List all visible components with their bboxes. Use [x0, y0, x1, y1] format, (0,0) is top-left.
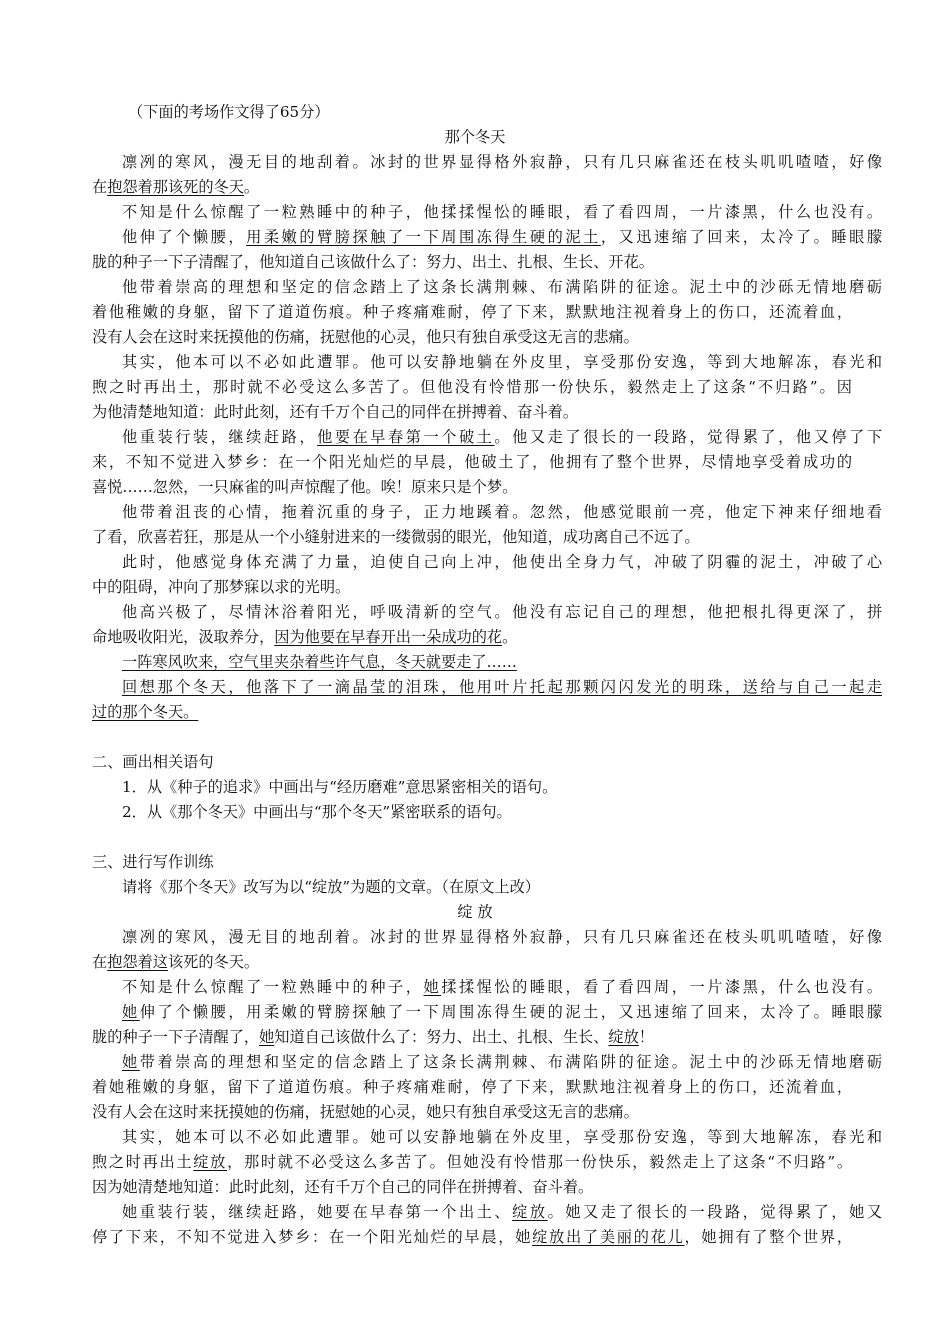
essay-line: 在抱怨着那该死的冬天。 — [92, 178, 260, 196]
rewrite-line: 停了下来，不知不觉进入梦乡：在一个阳光灿烂的早晨，她绽放出了美丽的花儿，她拥有了整个世界， — [92, 1228, 853, 1246]
rewrite-line: 凛冽的寒风，漫无目的地刮着。冰封的世界显得格外寂静，只有几只麻雀还在枝头叽叽喳喳，好像 — [122, 928, 882, 946]
essay-line: 命地吸收阳光，汲取养分，因为他要在早春开出一朵成功的花。 — [92, 628, 518, 646]
essay-line: 此时，他感觉身体充满了力量，迫使自己向上冲，他使出全身力气，冲破了阴霾的泥土，冲破了心 — [122, 553, 882, 571]
essay-line: 不知是什么惊醒了一粒熟睡中的种子，他揉揉惺忪的睡眼，看了看四周，一片漆黑，什么也没有。 — [122, 203, 882, 221]
essay-line: 他重装行装，继续赶路，他要在早春第一个破土。他又走了很长的一段路，觉得累了，他又停了下 — [122, 428, 883, 446]
underlined-phrase: 绽放 — [512, 1203, 548, 1221]
essay-line: 他高兴极了，尽情沐浴着阳光，呼吸清新的空气。他没有忘记自己的理想，他把根扎得更深了，拼 — [122, 603, 882, 621]
rewrite-line: 其实，她本可以不必如此遭罪。她可以安静地躺在外皮里，享受那份安逸，等到大地解冻，春光和 — [122, 1128, 882, 1146]
writing-instruction: 请将《那个冬天》改写为以“绽放”为题的文章。（在原文上改） — [122, 878, 540, 896]
underlined-phrase: 她 — [423, 978, 442, 996]
underlined-phrase: 她 — [122, 1003, 140, 1021]
essay-line: 一阵寒风吹来，空气里夹杂着些许气息，冬天就要走了…… — [122, 653, 517, 671]
underlined-phrase: 她 — [122, 1053, 140, 1071]
underlined-phrase: 绽放 — [608, 1028, 639, 1046]
question-item: 1．从《种子的追求》中画出与“经历磨难”意思紧密相关的语句。 — [122, 778, 558, 796]
essay-line: 过的那个冬天。 — [92, 703, 199, 721]
essay-line: 胧的种子一下子清醒了，他知道自己该做什么了：努力、出土、扎根、生长、开花。 — [92, 253, 654, 271]
essay-line: 来，不知不觉进入梦乡：在一个阳光灿烂的早晨，他破土了，他拥有了整个世界，尽情地享受着成功的 — [92, 453, 852, 471]
score-note: （下面的考场作文得了65分） — [128, 103, 330, 121]
rewrite-line: 她重装行装，继续赶路，她要在早春第一个出土、绽放。她又走了很长的一段路，觉得累了，她又 — [122, 1203, 883, 1221]
essay-line: 煦之时再出土，那时就不必受这么多苦了。但他没有怜惜那一份快乐，毅然走上了这条“不归路”。因 — [92, 378, 852, 396]
essay-line: 为他清楚地知道：此时此刻，还有千万个自己的同伴在拼搏着、奋斗着。 — [92, 403, 578, 421]
question-item: 2．从《那个冬天》中画出与“那个冬天”紧密联系的语句。 — [122, 803, 512, 821]
underlined-phrase: 用柔嫩的臂膀探触了一下周围冻得生硬的泥土 — [246, 228, 601, 246]
essay-line: 了看，欣喜若狂，那是从一个小缝射进来的一缕微弱的眼光，他知道，成功离自己不远了。 — [92, 528, 700, 546]
essay-line: 他伸了个懒腰，用柔嫩的臂膀探触了一下周围冻得生硬的泥土，又迅速缩了回来，太冷了。睡眼朦 — [122, 228, 883, 246]
underlined-phrase: 因为他要在早春开出一朵成功的花 — [274, 628, 503, 646]
rewrite-title: 绽 放 — [457, 903, 493, 921]
essay-line: 中的阻碍，冲向了那梦寐以求的光明。 — [92, 578, 351, 596]
rewrite-line: 没有人会在这时来抚摸她的伤痛，抚慰她的心灵，她只有独自承受这无言的悲痛。 — [92, 1103, 639, 1121]
rewrite-line: 在抱怨着这该死的冬天。 — [92, 953, 260, 971]
rewrite-line: 着她稚嫩的身躯，留下了道道伤痕。种子疼痛难耐，停了下来，默默地注视着身上的伤口，还流着血， — [92, 1078, 852, 1096]
essay-line: 他带着沮丧的心情，拖着沉重的身子，正力地蹊着。忽然，他感觉眼前一亮，他定下神来仔细地看 — [122, 503, 882, 521]
underlined-phrase: 她 — [259, 1028, 275, 1046]
essay-title: 那个冬天 — [444, 128, 506, 146]
underlined-phrase: 抱怨着那该死的冬天 — [107, 178, 244, 196]
section-heading: 三、进行写作训练 — [92, 853, 214, 871]
essay-line: 着他稚嫩的身躯，留下了道道伤痕。种子疼痛难耐，停了下来，默默地注视着身上的伤口，还流着血， — [92, 303, 852, 321]
essay-line: 凛冽的寒风，漫无目的地刮着。冰封的世界显得格外寂静，只有几只麻雀还在枝头叽叽喳喳，好像 — [122, 153, 882, 171]
essay-line: 其实，他本可以不必如此遭罪。他可以安静地躺在外皮里，享受那份安逸，等到大地解冻，春光和 — [122, 353, 882, 371]
underlined-phrase: 他要在早春第一个破土 — [317, 428, 495, 446]
essay-line: 他带着崇高的理想和坚定的信念踏上了这条长满荆棘、布满陷阱的征途。泥土中的沙砾无情地磨砺 — [122, 278, 882, 296]
essay-line: 回想那个冬天，他落下了一滴晶莹的泪珠，他用叶片托起那颗闪闪发光的明珠，送给与自己一起走 — [122, 678, 882, 696]
rewrite-line: 胧的种子一下子清醒了，她知道自己该做什么了：努力、出土、扎根、生长、绽放！ — [92, 1028, 654, 1046]
rewrite-line: 因为她清楚地知道：此时此刻，还有千万个自己的同伴在拼搏着、奋斗着。 — [92, 1178, 594, 1196]
essay-line: 喜悦……忽然，一只麻雀的叫声惊醒了他。唉！原来只是个梦。 — [92, 478, 518, 496]
underlined-phrase: 绽放 — [193, 1153, 228, 1171]
underlined-phrase: 抱怨着这 — [107, 953, 168, 971]
rewrite-line: 她带着崇高的理想和坚定的信念踏上了这条长满荆棘、布满陷阱的征途。泥土中的沙砾无情地磨砺 — [122, 1053, 883, 1071]
rewrite-line: 她伸了个懒腰，用柔嫩的臂膀探触了一下周围冻得生硬的泥土，又迅速缩了回来，太冷了。睡眼朦 — [122, 1003, 883, 1021]
essay-line: 没有人会在这时来抚摸他的伤痛，抚慰他的心灵，他只有独自承受这无言的悲痛。 — [92, 328, 639, 346]
underlined-phrase: 绽放出了美丽的花儿 — [532, 1228, 685, 1246]
rewrite-line: 煦之时再出土绽放，那时就不必受这么多苦了。但她没有怜惜那一份快乐，毅然走上了这条“不归路”。 — [92, 1153, 853, 1171]
section-heading: 二、画出相关语句 — [92, 753, 214, 771]
rewrite-line: 不知是什么惊醒了一粒熟睡中的种子，她揉揉惺忪的睡眼，看了看四周，一片漆黑，什么也没有。 — [122, 978, 883, 996]
